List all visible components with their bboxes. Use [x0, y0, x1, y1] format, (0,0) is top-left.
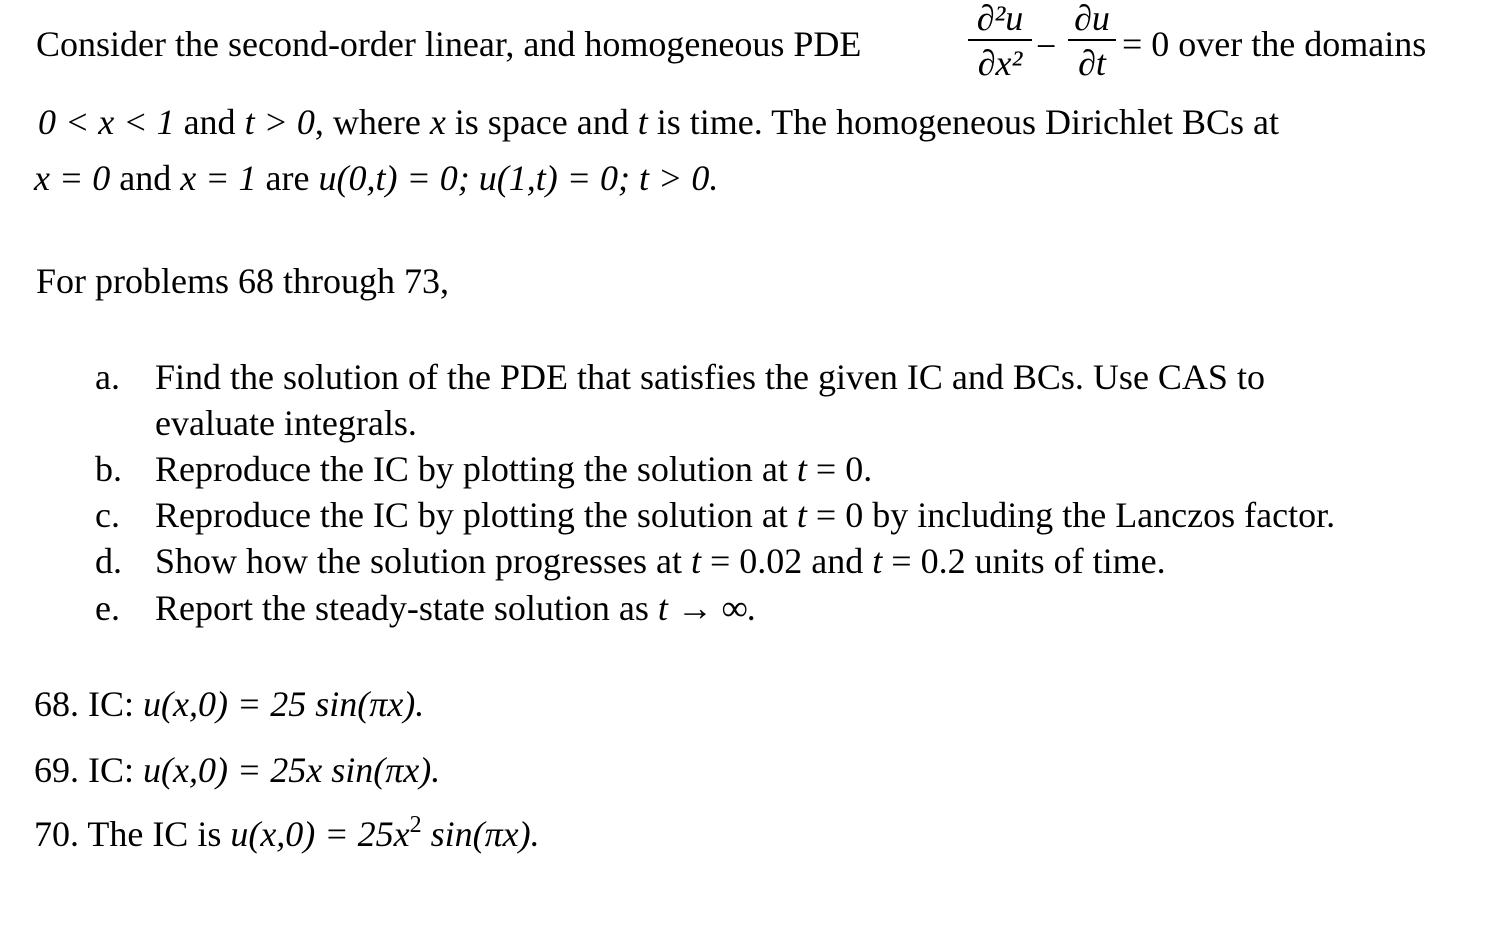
- task-c-text: [155, 494, 1335, 536]
- exponent: 2: [409, 812, 422, 838]
- task-b-text: [155, 448, 872, 490]
- intro-line-3: [34, 160, 718, 196]
- problem-68: [34, 686, 424, 722]
- problems-intro: For problems 68 through 73,: [36, 261, 449, 301]
- task-d-label: d.: [95, 541, 122, 581]
- fraction-numerator: ∂u: [1074, 0, 1110, 38]
- problem-number: 69. IC:: [34, 750, 135, 790]
- text: Show how the solution progresses at: [155, 541, 691, 581]
- text: Reproduce the IC by plotting the solution at: [155, 495, 797, 535]
- task-e-text: [155, 587, 757, 629]
- task-b-label: b.: [95, 449, 122, 489]
- var-x: x: [429, 102, 446, 142]
- minus-sign: −: [1036, 26, 1057, 66]
- var-t: t: [872, 541, 883, 581]
- second-derivative-fraction: [968, 0, 1032, 81]
- ic-lhs: u(x,0): [230, 814, 316, 854]
- ic-lhs: u(x,0): [143, 684, 228, 724]
- problem-number: 68. IC:: [34, 684, 135, 724]
- text: and: [174, 102, 245, 142]
- bc-x0: x = 0: [34, 158, 111, 198]
- task-e-label: e.: [95, 588, 120, 628]
- text: , where: [314, 102, 430, 142]
- ic-rhs: = 25x sin(πx).: [227, 750, 441, 790]
- limit-expression: t → ∞.: [657, 588, 757, 628]
- fraction-denominator: ∂t: [1078, 43, 1106, 83]
- var-t: t: [796, 449, 807, 489]
- domain-x: 0 < x < 1: [38, 102, 175, 142]
- text: and: [110, 158, 181, 198]
- text: is time. The homogeneous Dirichlet BCs at: [647, 102, 1279, 142]
- problem-number: 70. The IC is: [34, 814, 222, 854]
- problem-69: [34, 752, 440, 788]
- intro-line-1: [36, 26, 861, 62]
- task-a-label: a.: [95, 357, 120, 397]
- task-c-label: c.: [95, 495, 120, 535]
- fraction-denominator: ∂x²: [977, 43, 1023, 83]
- fraction-bar: [968, 39, 1032, 41]
- intro-line-2: [38, 104, 1279, 140]
- text: = 0.2 units of time.: [882, 541, 1166, 581]
- task-a-text: Find the solution of the PDE that satisfies the given IC and BCs. Use CAS to: [155, 357, 1265, 397]
- var-t: t: [796, 495, 807, 535]
- fraction-bar: [1068, 39, 1116, 41]
- text: Report the steady-state solution as: [155, 588, 658, 628]
- var-t: t: [690, 541, 701, 581]
- ic-rhs: = 25 sin(πx).: [227, 684, 425, 724]
- text: is space and: [445, 102, 638, 142]
- problem-70: [34, 812, 540, 854]
- text: = 0.02 and: [700, 541, 873, 581]
- ic-lhs: u(x,0): [143, 750, 228, 790]
- first-derivative-fraction: [1068, 0, 1116, 81]
- text: = 0.: [806, 449, 873, 489]
- task-a-text-cont: evaluate integrals.: [155, 403, 417, 443]
- var-t: t: [637, 102, 648, 142]
- bc-x1: x = 1: [180, 158, 257, 198]
- text: Reproduce the IC by plotting the solution at: [155, 449, 797, 489]
- fraction-numerator: ∂²u: [976, 0, 1024, 38]
- text: = 0 by including the Lanczos factor.: [806, 495, 1336, 535]
- boundary-conditions: u(0,t) = 0; u(1,t) = 0; t > 0.: [318, 158, 719, 198]
- intro-tail: = 0 over the domains: [1122, 24, 1427, 64]
- task-d-text: [155, 540, 1166, 582]
- text: are: [256, 158, 319, 198]
- ic-rhs: = 25x: [315, 814, 410, 854]
- ic-rhs-tail: sin(πx).: [421, 814, 540, 854]
- intro-text: Consider the second-order linear, and homogeneous PDE: [36, 24, 862, 64]
- domain-t: t > 0: [244, 102, 315, 142]
